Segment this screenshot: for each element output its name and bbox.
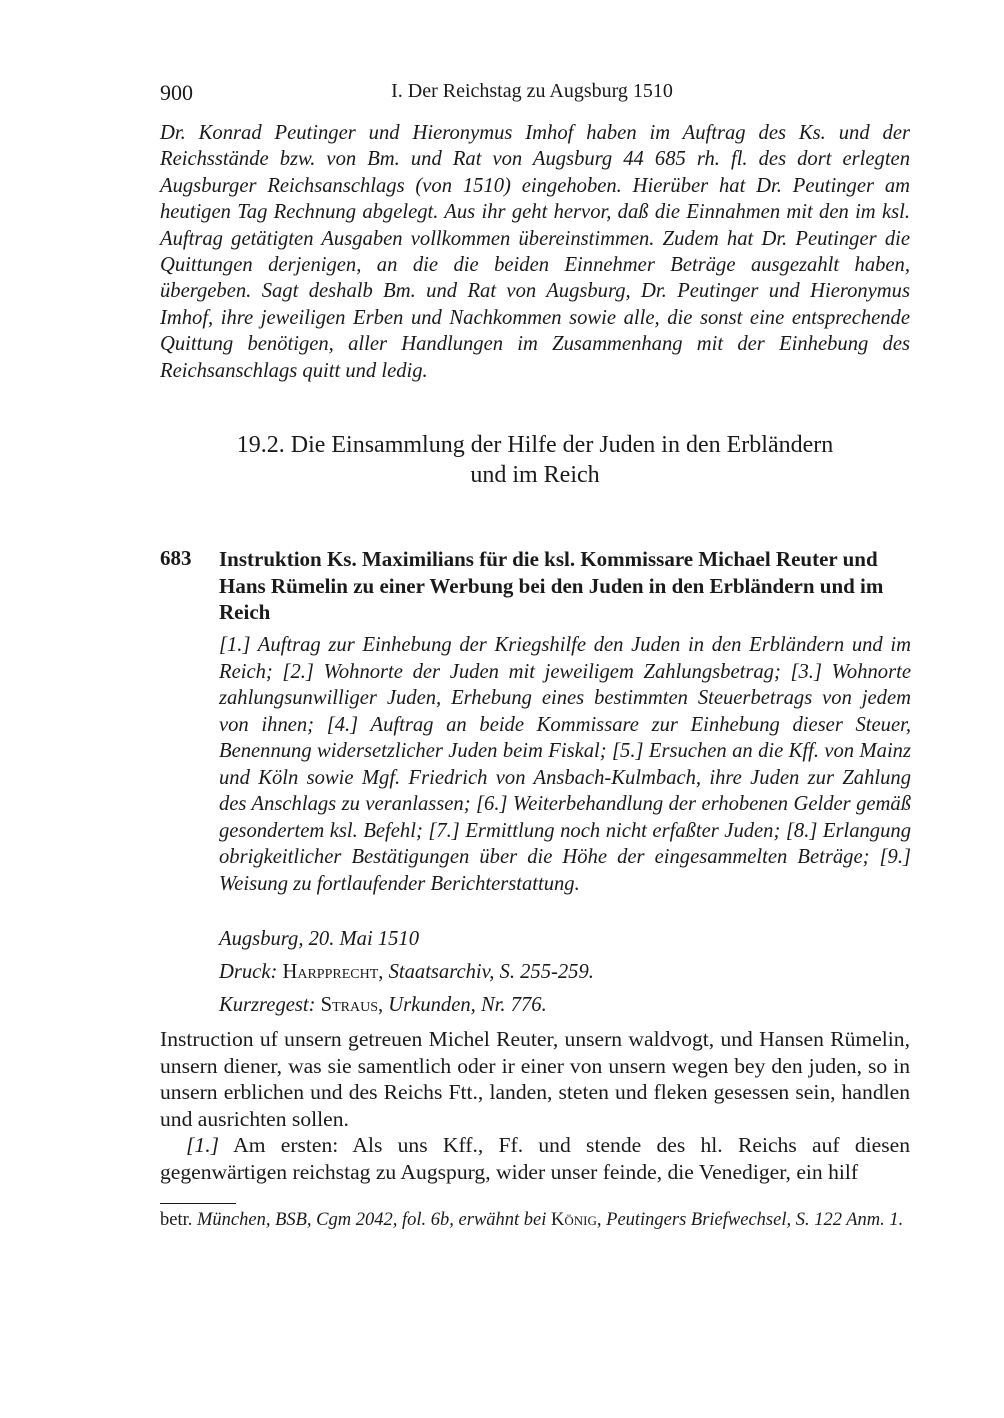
- footnote-prefix: betr.: [160, 1210, 193, 1230]
- footnote-source: München, BSB, Cgm 2042, fol. 6b, erwähnt bei: [197, 1210, 547, 1230]
- body-paragraph-2-text: Am ersten: Als uns Kff., Ff. und stende des hl. Reichs auf diesen gegenwärtigen reichstag zu Augspurg, wider unser feinde, die Venediger, ein hilf: [160, 1133, 910, 1184]
- summary-paragraph: Dr. Konrad Peutinger und Hieronymus Imhof haben im Auftrag des Ks. und der Reichsstände bzw. von Bm. und Rat von Augsburg 44 685 rh. fl. des dort erlegten Augsburger Reichsanschlags (von 1510) eingehoben. Hierüber hat Dr. Peutinger am heutigen Tag Rechnung abgelegt. Aus ihr geht hervor, daß die Einnahmen mit den im ksl. Auftrag getätigten Ausgaben vollkommen übereinstimmen. Zudem hat Dr. Peutinger die Quittungen derjenigen, an die die beiden Einnehmer Beträge ausgezahlt haben, übergeben. Sagt deshalb Bm. und Rat von Augsburg, Dr. Peutinger und Hieronymus Imhof, ihre jeweiligen Erben und Nachkommen sowie alle, die sonst eine entsprechende Quittung benötigen, aller Handlungen im Zusammenhang mit der Einhebung des Reichsanschlags quitt und ledig.: [160, 122, 910, 382]
- entry-kurzregest: [219, 994, 547, 1017]
- footnote-divider: [160, 1203, 236, 1204]
- entry-date-place: Augsburg, 20. Mai 1510: [219, 928, 420, 950]
- footnote: [160, 1209, 910, 1231]
- section-title-line2: und im Reich: [470, 462, 600, 488]
- body-paragraph-2: [160, 1132, 910, 1185]
- document-body: [160, 1026, 910, 1186]
- entry-title: Instruktion Ks. Maximilians für die ksl. Kommissare Michael Reuter und Hans Rümelin zu einer Werbung bei den Juden in den Erbländern und im Reich: [219, 547, 884, 624]
- section-title-line1: 19.2. Die Einsammlung der Hilfe der Juden in den Erbländern: [236, 432, 834, 458]
- footnote-author: König,: [551, 1210, 602, 1230]
- entry-number: 683: [160, 546, 192, 570]
- kurzregest-author: Straus,: [320, 994, 384, 1016]
- kurzregest-reference: Urkunden, Nr. 776.: [388, 994, 547, 1016]
- entry-druck: [219, 961, 594, 984]
- section-title: [160, 430, 910, 490]
- druck-label: Druck:: [219, 961, 278, 983]
- druck-author: Harpprecht,: [282, 961, 384, 983]
- paragraph-marker: [1.]: [186, 1133, 220, 1158]
- body-paragraph-1: Instruction uf unsern getreuen Michel Reuter, unsern waldvogt, und Hansen Rümelin, unsern diener, was sie samentlich oder ir einer von unsern wegen bey den juden, so in unsern erblichen und des Reichs Ftt., landen, steten und fleken gesessen sein, handlen und ausrichten sollen.: [160, 1027, 910, 1131]
- footnote-reference: Peutingers Briefwechsel, S. 122 Anm. 1.: [606, 1210, 904, 1230]
- entry-regest: [1.] Auftrag zur Einhebung der Kriegshilfe den Juden in den Erbländern und im Reich; [2.] Wohnorte der Juden mit jeweiligem Zahlungsbetrag; [3.] Wohnorte zahlungsunwilliger Juden, Erhebung eines bestimmten Steuerbetrags von jedem von ihnen; [4.] Auftrag an beide Kommissare zur Einhebung dieser Steuer, Benennung widersetzlicher Juden beim Fiskal; [5.] Ersuchen an die Kff. von Mainz und Köln sowie Mgf. Friedrich von Ansbach-Kulmbach, ihre Juden zur Zahlung des Anschlags zu veranlassen; [6.] Weiterbehandlung der erhobenen Gelder gemäß gesondertem ksl. Befehl; [7.] Ermittlung noch nicht erfaßter Juden; [8.] Erlangung obrigkeitlicher Bestätigungen über die Höhe der eingesammelten Beträge; [9.] Weisung zu fortlaufender Berichterstattung.: [219, 634, 911, 895]
- druck-reference: Staatsarchiv, S. 255-259.: [388, 961, 594, 983]
- page-number: 900: [160, 80, 193, 105]
- kurzregest-label: Kurzregest:: [219, 994, 316, 1016]
- running-title: I. Der Reichstag zu Augsburg 1510: [391, 80, 673, 102]
